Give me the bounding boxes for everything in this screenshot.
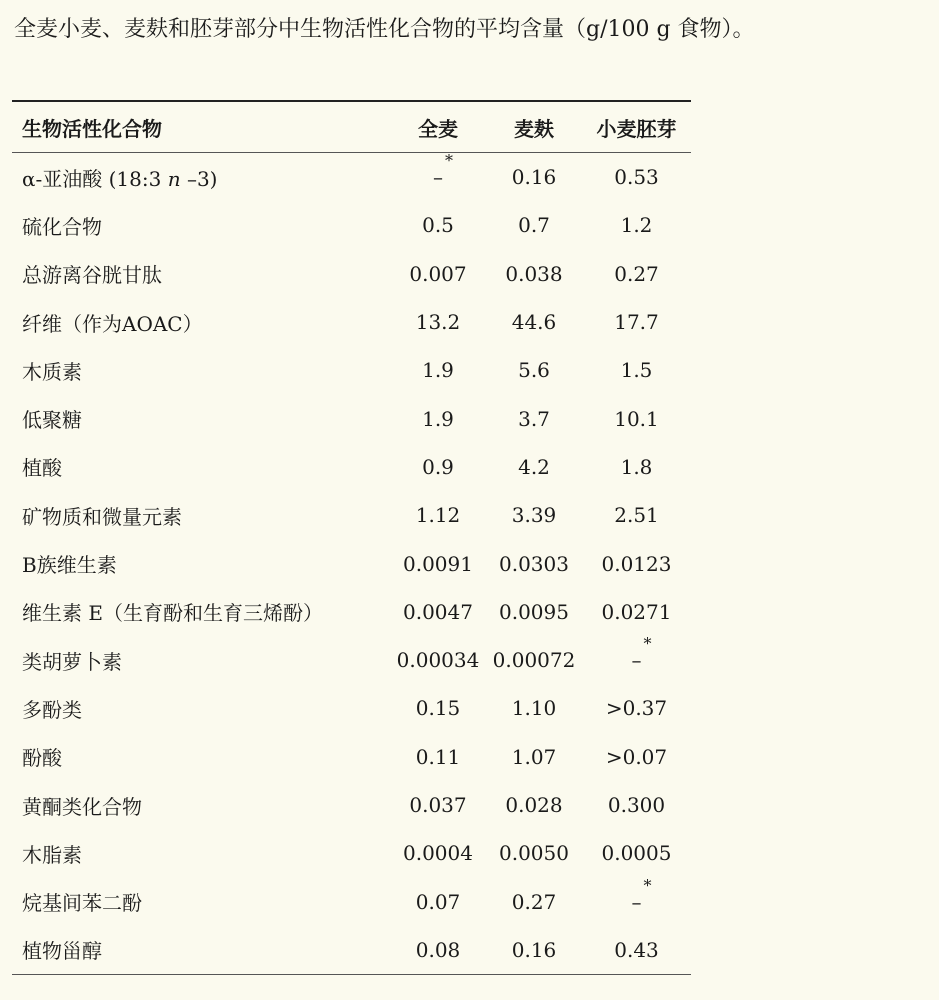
table-row (12, 346, 691, 394)
compound-name: 多酚类 (22, 697, 82, 722)
whole-wheat-value: 0.007 (409, 261, 467, 286)
germ-value: 1.5 (620, 358, 653, 383)
germ-value: 0.0271 (601, 599, 672, 624)
footnote-asterisk: * (643, 634, 652, 654)
table-row (12, 443, 691, 491)
germ-value: >0.07 (605, 744, 668, 769)
bran-value: 5.6 (518, 358, 550, 383)
header-germ: 小麦胚芽 (596, 116, 677, 141)
table-row (12, 201, 691, 249)
table-row (12, 539, 691, 587)
compound-name: 黄酮类化合物 (22, 794, 142, 819)
compound-name: 木脂素 (22, 842, 82, 867)
compound-name: B族维生素 (22, 553, 117, 578)
table-row (12, 491, 691, 539)
compound-name: 纤维（作为AOAC） (22, 311, 203, 336)
bran-value: 44.6 (511, 310, 557, 335)
germ-value: 0.43 (614, 937, 659, 962)
bran-value: 0.0303 (499, 551, 569, 576)
not-available-mark: – * (631, 634, 652, 673)
footnote-asterisk: * (643, 875, 652, 895)
germ-value (582, 636, 691, 684)
table-row (12, 733, 691, 781)
compound-name: 烷基间苯二酚 (22, 891, 142, 916)
table-row (12, 588, 691, 636)
compound-name-part: α-亚油酸 (18:3 (22, 166, 168, 191)
table-row (12, 298, 691, 346)
compound-name: 维生素 E（生育酚和生育三烯酚） (22, 601, 323, 626)
whole-wheat-value: 1.12 (415, 503, 461, 528)
germ-value: 1.2 (620, 213, 653, 238)
germ-value: 1.8 (620, 454, 653, 479)
table-row (12, 877, 691, 925)
bioactive-compounds-table (12, 100, 691, 975)
germ-value: 0.53 (614, 165, 659, 190)
whole-wheat-value: 1.9 (422, 358, 454, 383)
compound-name: 低聚糖 (22, 408, 82, 433)
table-header-row (12, 101, 691, 153)
not-available-mark: – * (433, 151, 453, 190)
bran-value: 0.27 (511, 889, 557, 914)
whole-wheat-value: 0.5 (422, 213, 454, 238)
table-caption: 全麦小麦、麦麸和胚芽部分中生物活性化合物的平均含量（g/100 g 食物）。 (14, 17, 755, 42)
whole-wheat-value: 0.11 (415, 744, 461, 769)
compound-name: 矿物质和微量元素 (22, 504, 182, 529)
whole-wheat-value: 13.2 (415, 310, 461, 335)
table-row (12, 153, 691, 202)
whole-wheat-value: 0.08 (415, 937, 461, 962)
bran-value: 1.07 (511, 744, 557, 769)
whole-wheat-value: 0.9 (422, 454, 454, 479)
header-compound: 生物活性化合物 (22, 116, 162, 141)
bran-value: 0.038 (505, 261, 563, 286)
bran-value: 0.00072 (492, 648, 576, 673)
germ-value: 17.7 (614, 310, 659, 335)
germ-value: 0.27 (614, 261, 659, 286)
not-available-mark: – * (631, 875, 652, 914)
germ-value: 0.0005 (601, 841, 672, 866)
bran-value: 0.028 (505, 793, 563, 817)
footnote-asterisk: * (445, 151, 453, 171)
compound-name: 植物甾醇 (22, 939, 102, 964)
germ-value: 2.51 (614, 503, 659, 528)
table-row (12, 829, 691, 877)
compound-name: 总游离谷胱甘肽 (22, 263, 162, 288)
compound-name: 类胡萝卜素 (22, 649, 122, 674)
whole-wheat-value: 0.00034 (396, 648, 480, 673)
header-bran: 麦麸 (514, 116, 554, 141)
table-row (12, 781, 691, 829)
whole-wheat-value: 0.0047 (403, 599, 473, 624)
bran-value: 4.2 (518, 454, 550, 479)
whole-wheat-value: 0.037 (409, 793, 467, 817)
germ-value: 0.0123 (601, 551, 672, 576)
bran-value: 1.10 (511, 696, 557, 721)
compound-name: 植酸 (22, 456, 62, 481)
table-row (12, 926, 691, 975)
germ-value: >0.37 (605, 696, 668, 721)
whole-wheat-value: 0.15 (415, 696, 461, 721)
whole-wheat-value: 0.0091 (403, 551, 473, 576)
bran-value: 0.16 (511, 165, 557, 190)
header-whole-wheat: 全麦 (418, 116, 458, 141)
bran-value: 3.39 (511, 503, 557, 528)
germ-value: 10.1 (614, 406, 659, 431)
compound-name: 酚酸 (22, 746, 62, 771)
bran-value: 0.7 (518, 213, 550, 238)
compound-name-italic: n (167, 166, 181, 191)
table-row (12, 636, 691, 684)
whole-wheat-value: 0.0004 (403, 841, 473, 866)
table-row (12, 684, 691, 732)
bran-value: 3.7 (518, 406, 550, 431)
compound-name (12, 153, 390, 202)
compound-name-part: –3) (180, 166, 218, 191)
germ-value (582, 877, 691, 925)
bran-value: 0.16 (511, 937, 557, 962)
table-row (12, 394, 691, 442)
whole-wheat-value: 1.9 (422, 406, 454, 431)
compound-name: 硫化合物 (22, 214, 102, 239)
compound-name: 木质素 (22, 359, 82, 384)
table-row (12, 250, 691, 298)
whole-wheat-value: 0.07 (415, 889, 461, 914)
bran-value: 0.0095 (499, 599, 569, 624)
germ-value: 0.300 (607, 793, 666, 817)
bran-value: 0.0050 (499, 841, 569, 866)
whole-wheat-value (390, 153, 486, 202)
